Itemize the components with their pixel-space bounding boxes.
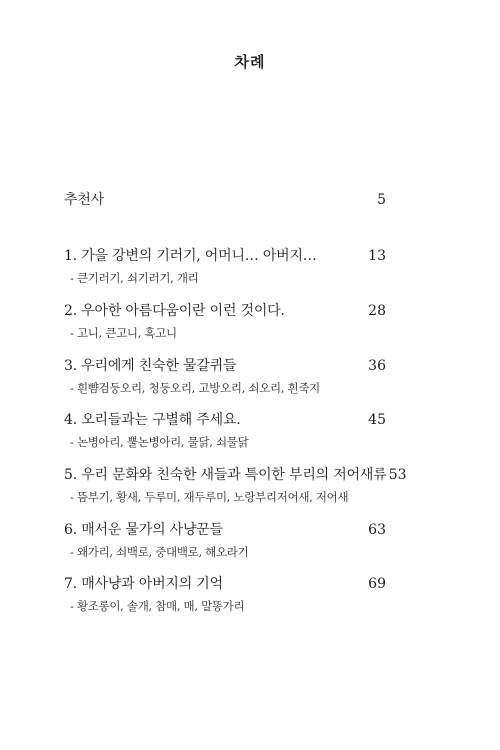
toc-entry-foreword	[64, 191, 386, 209]
toc-entry-page-number: 45	[368, 412, 386, 428]
toc-entry-species-list: - 논병아리, 뿔논병아리, 물닭, 쇠물닭	[70, 435, 249, 449]
toc-entry-page-number: 63	[368, 522, 386, 538]
toc-entry-title: 1. 가을 강변의 기러기, 어머니… 아버지…	[64, 248, 317, 264]
toc-entry-page-number: 5	[377, 192, 386, 208]
toc-entry-title: 4. 오리들과는 구별해 주세요.	[64, 412, 241, 428]
toc-entry-page-number: 53	[388, 467, 407, 483]
toc-entry-page-number: 13	[368, 248, 386, 264]
toc-entry-chapter-1	[64, 247, 386, 286]
toc-entry-species-list: - 왜가리, 쇠백로, 중대백로, 해오라기	[70, 545, 249, 559]
toc-entry-page-number: 69	[368, 576, 386, 592]
toc-entry-chapter-7	[64, 575, 386, 614]
toc-entry-species-list: - 고니, 큰고니, 혹고니	[70, 326, 177, 340]
page-title: 차례	[234, 53, 266, 71]
toc-entry-page-number: 36	[368, 358, 386, 374]
toc-entry-title: 5. 우리 문화와 친숙한 새들과 특이한 부리의 저어새류	[64, 467, 387, 483]
toc-entry-chapter-2	[64, 302, 386, 341]
toc-entry-chapter-4	[64, 411, 386, 450]
toc-entry-chapter-3	[64, 357, 386, 396]
toc-entry-chapter-6	[64, 521, 386, 560]
toc-entry-species-list: - 흰뺨검둥오리, 청둥오리, 고방오리, 쇠오리, 흰죽지	[70, 381, 320, 395]
toc-entry-chapter-5	[64, 466, 407, 505]
toc-entry-species-list: - 황조롱이, 솔개, 참매, 매, 말똥가리	[70, 599, 245, 613]
toc-entry-title: 추천사	[64, 192, 104, 208]
toc-entry-title: 2. 우아한 아름다움이란 이런 것이다.	[64, 303, 285, 319]
toc-entry-species-list: - 뜸부기, 황새, 두루미, 재두루미, 노랑부리저어새, 저어새	[70, 490, 349, 504]
toc-entry-title: 3. 우리에게 친숙한 물갈퀴들	[64, 358, 237, 374]
toc-entry-species-list: - 큰기러기, 쇠기러기, 개리	[70, 271, 199, 285]
toc-entry-page-number: 28	[368, 303, 386, 319]
toc-entry-title: 6. 매서운 물가의 사냥꾼들	[64, 522, 223, 538]
toc-entry-title: 7. 매사냥과 아버지의 기억	[64, 576, 223, 592]
